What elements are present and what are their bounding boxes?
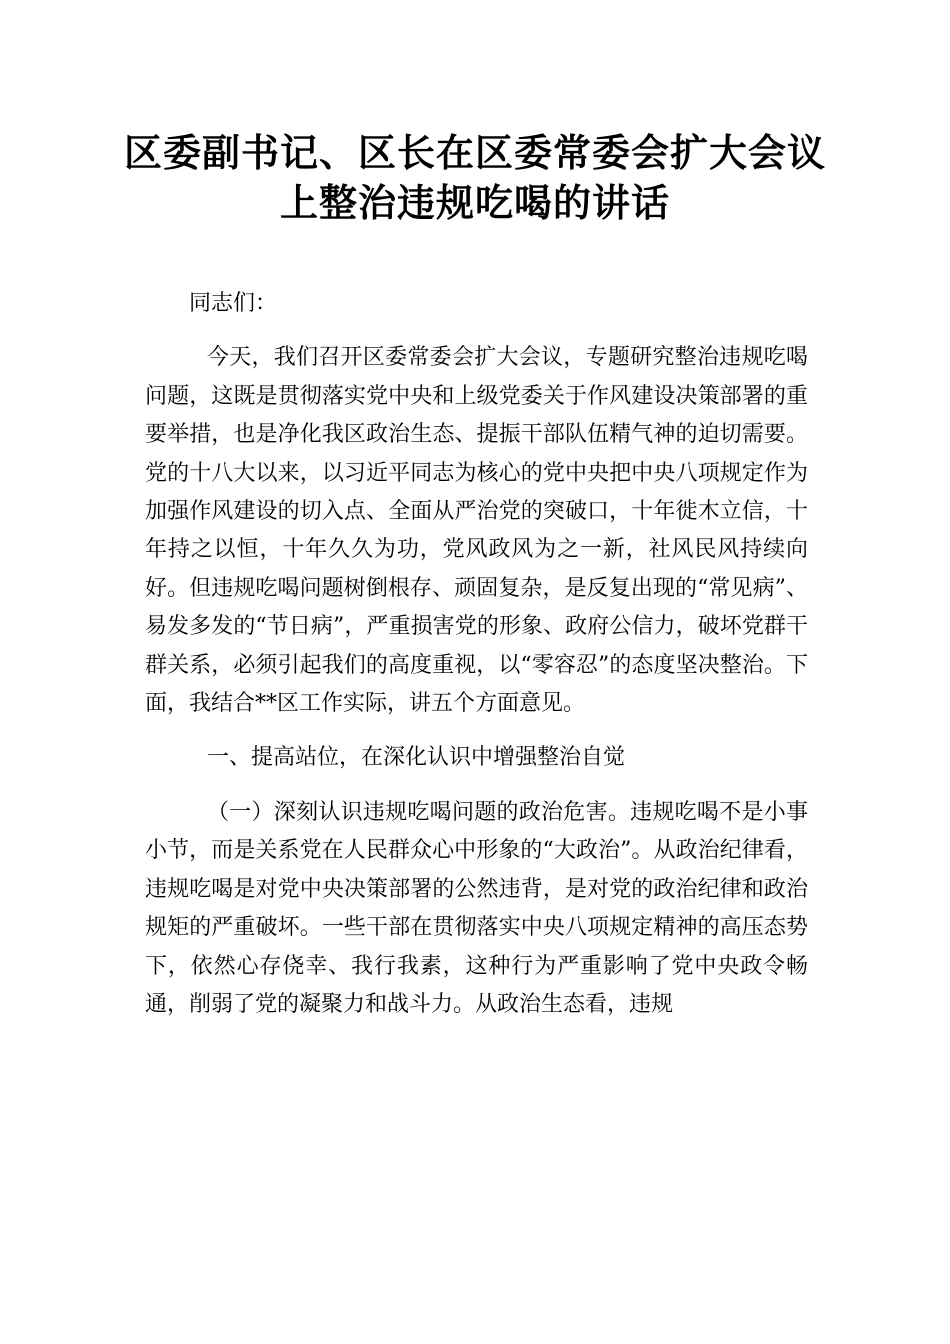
title-line-2: 上整治违规吃喝的讲话 [279, 181, 670, 225]
document-body [145, 285, 808, 1024]
opening-paragraph: 今天，我们召开区委常委会扩大会议，专题研究整治违规吃喝问题，这既是贯彻落实党中央和上级党委关于作风建设决策部署的重要举措，也是净化我区政治生态、提振干部队伍精气神的迫切需要。党的十八大以来，以习近平同志为核心的党中央把中央八项规定作为加强作风建设的切入点、全面从严治党的突破口，十年徙木立信，十年持之以恒，十年久久为功，党风政风为之一新，社风民风持续向好。但违规吃喝问题树倒根存、顽固复杂，是反复出现的“常见病”、易发多发的“节日病”，严重损害党的形象、政府公信力，破坏党群干群关系，必须引起我们的高度重视，以“零容忍”的态度坚决整治。下面，我结合**区工作实际，讲五个方面意见。 [145, 345, 808, 717]
document-title [100, 128, 850, 228]
section-heading-1: 一、提高站位，在深化认识中增强整治自觉 [207, 745, 626, 771]
subsection-paragraph-1: （一）深刻认识违规吃喝问题的政治危害。违规吃喝不是小事小节，而是关系党在人民群众心中形象的“大政治”。从政治纪律看，违规吃喝是对党中央决策部署的公然违背，是对党的政治纪律和政治规矩的严重破坏。一些干部在贯彻落实中央八项规定精神的高压态势下，依然心存侥幸、我行我素，这种行为严重影响了党中央政令畅通，削弱了党的凝聚力和战斗力。从政治生态看，违规 [145, 799, 808, 1017]
title-line-1: 区委副书记、区长在区委常委会扩大会议 [123, 131, 826, 175]
salutation: 同志们： [189, 291, 278, 316]
